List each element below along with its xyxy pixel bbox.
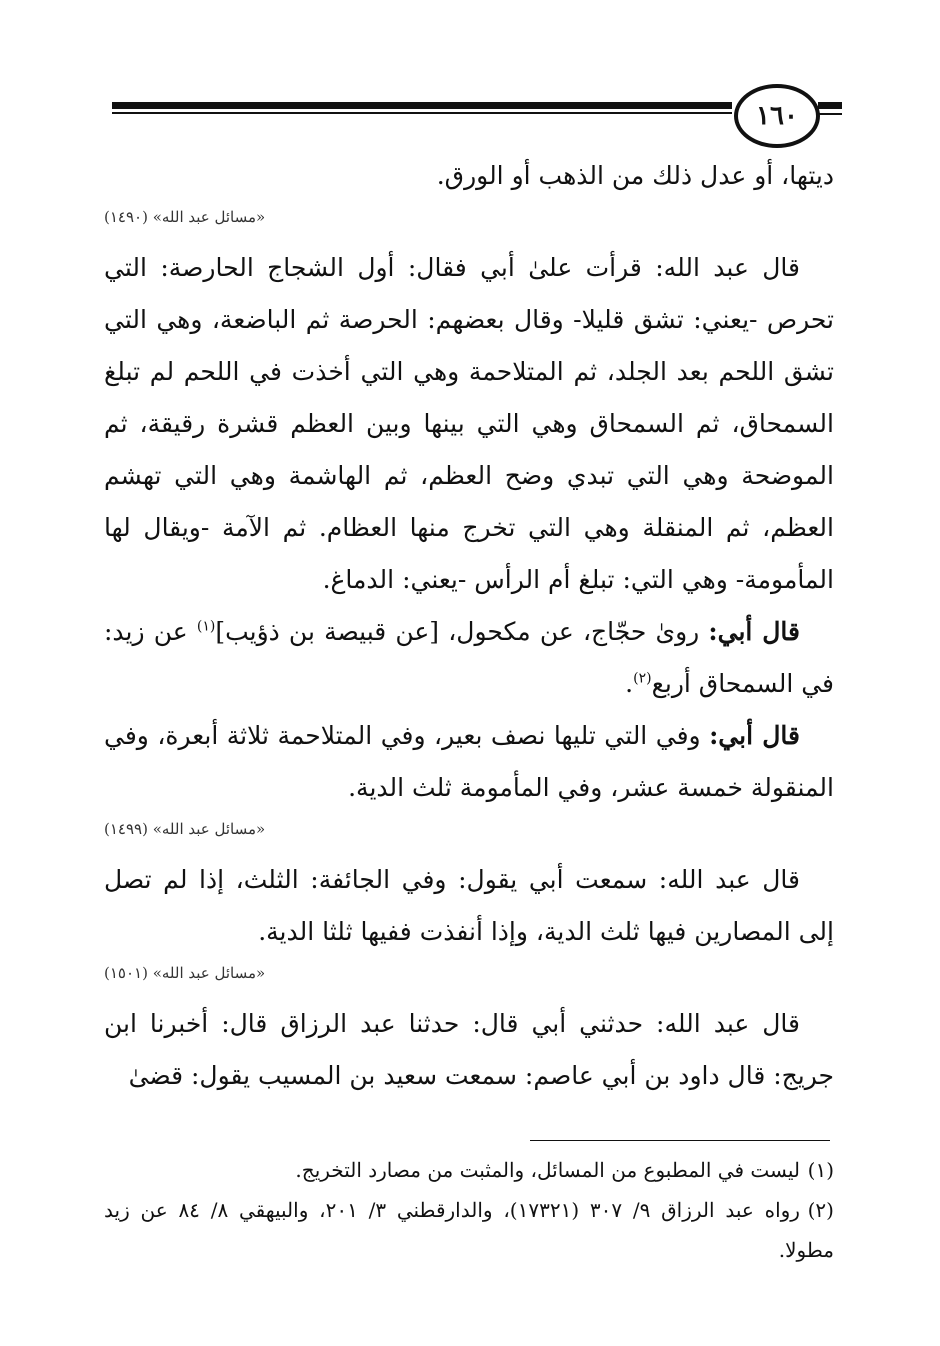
source-citation: «مسائل عبد الله» (١٥٠١) xyxy=(104,964,266,982)
paragraph-text: عن زيد: في السمحاق أربع xyxy=(104,617,834,698)
footnote-ref: (٢) xyxy=(633,670,652,687)
speaker-label: قال أبي: xyxy=(708,617,801,646)
paragraph-text: رویٰ حجّاج، عن مكحول، [عن قبيصة بن ذؤيب] xyxy=(215,617,709,646)
footnote-divider xyxy=(530,1140,830,1141)
source-citation: «مسائل عبد الله» (١٤٩٩) xyxy=(104,820,266,838)
footnote-text: ليست في المطبوع من المسائل، والمثبت من مصارد التخريج. xyxy=(295,1158,800,1182)
speaker-label: قال أبي: xyxy=(709,721,800,750)
paragraph-text: وفي التي تليها نصف بعير، وفي المتلاحمة ثلاثة أبعرة، وفي المنقولة خمسة عشر، وفي المأمومة ثلث الدية. xyxy=(104,721,834,802)
header-rule xyxy=(112,96,732,118)
paragraph: قال عبد الله: سمعت أبي يقول: وفي الجائفة: الثلث، إذا لم تصل إلى المصارين فيها ثلث الدية، وإذا أنفذت ففيها ثلثا الدية. xyxy=(104,865,834,946)
paragraph xyxy=(104,710,834,814)
header-ornament-thin xyxy=(818,113,842,115)
header-rule-thick xyxy=(112,102,732,109)
footnote-ref: (١) xyxy=(196,618,216,635)
paragraph: ديتها، أو عدل ذلك من الذهب أو الورق. xyxy=(436,161,834,190)
footnote-number: (١) xyxy=(807,1158,834,1182)
page-number: ١٦٠ xyxy=(734,84,820,148)
footnotes xyxy=(104,1150,834,1270)
header-rule-thin xyxy=(112,112,732,114)
footnote-text: رواه عبد الرزاق ٩/ ٣٠٧ (١٧٣٢١)، والدارقطني ٣/ ٢٠١، والبيهقي ٨/ ٨٤ عن زيد مطولا. xyxy=(104,1198,834,1262)
footnote xyxy=(104,1150,834,1190)
header-ornament xyxy=(818,102,842,109)
footnote-number: (٢) xyxy=(807,1198,834,1222)
paragraph-text: . xyxy=(625,669,634,698)
footnote xyxy=(104,1190,834,1270)
paragraph: قال عبد الله: حدثني أبي قال: حدثنا عبد الرزاق قال: أخبرنا ابن جريج: قال داود بن أبي عاصم: سمعت سعيد بن المسيب يقول: قضىٰ xyxy=(104,1009,834,1090)
source-citation: «مسائل عبد الله» (١٤٩٠) xyxy=(104,208,266,226)
paragraph xyxy=(104,606,834,710)
paragraph: قال عبد الله: قرأت علىٰ أبي فقال: أول الشجاج الحارصة: التي تحرص -يعني: تشق قليلا- وقال بعضهم: الحرصة ثم الباضعة، وهي التي تشق اللحم بعد الجلد، ثم المتلاحمة وهي التي أخذت في اللحم لم تبلغ السمحاق، ثم السمحاق وهي التي بينها وبين العظم قشرة رقيقة، ثم الموضحة وهي التي تبدي وضح العظم، ثم الهاشمة وهي التي تهشم العظم، ثم المنقلة وهي التي تخرج منها العظام. ثم الآمة -ويقال لها المأمومة- وهي التي: تبلغ أم الرأس -يعني: الدماغ. xyxy=(104,253,834,594)
main-text xyxy=(104,150,834,1102)
